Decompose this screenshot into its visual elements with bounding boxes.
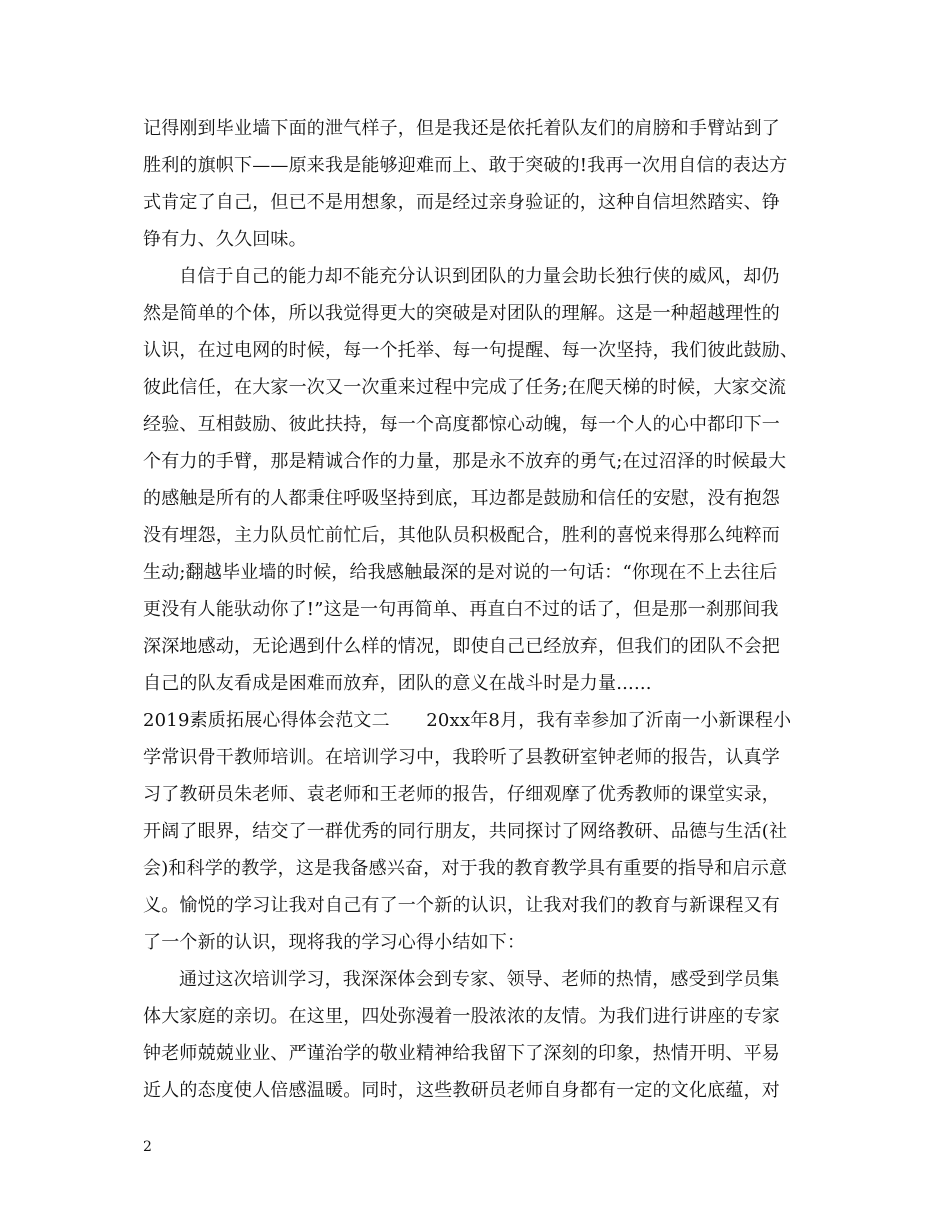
text-line: 的感触是所有的人都秉住呼吸坚持到底，耳边都是鼓励和信任的安慰，没有抱怨 (143, 488, 780, 509)
text-line: 了一个新的认识，现将我的学习心得小结如下： (143, 932, 526, 953)
text-line: 然是简单的个体，所以我觉得更大的突破是对团队的理解。这是一种超越理性的 (143, 303, 780, 324)
text-line: 认识，在过电网的时候，每一个托举、每一句提醒、每一次坚持，我们彼此鼓励、 (143, 340, 799, 361)
text-line: 更没有人能驮动你了!”这是一句再简单、再直白不过的话了，但是那一刹那间我 (143, 599, 779, 620)
text-line: 2019素质拓展心得体会范文二 20xx年8月，我有幸参加了沂南一小新课程小 (143, 710, 792, 731)
text-line: 自信于自己的能力却不能充分认识到团队的力量会助长独行侠的威风，却仍 (179, 266, 780, 287)
text-line: 式肯定了自己，但已不是用想象，而是经过亲身验证的，这种自信坦然踏实、铮 (143, 192, 780, 213)
text-line: 通过这次培训学习，我深深体会到专家、领导、老师的热情，感受到学员集 (179, 969, 780, 990)
text-line: 深深地感动，无论遇到什么样的情况，即使自己已经放弃，但我们的团队不会把 (143, 636, 780, 657)
text-line: 经验、互相鼓励、彼此扶持，每一个高度都惊心动魄，每一个人的心中都印下一 (143, 414, 780, 435)
text-line: 钟老师兢兢业业、严谨治学的敬业精神给我留下了深刻的印象，热情开明、平易 (143, 1043, 780, 1064)
text-line: 习了教研员朱老师、袁老师和王老师的报告，仔细观摩了优秀教师的课堂实录， (143, 784, 780, 805)
text-line: 没有埋怨，主力队员忙前忙后，其他队员积极配合，胜利的喜悦来得那么纯粹而 (143, 525, 780, 546)
text-line: 体大家庭的亲切。在这里，四处弥漫着一股浓浓的友情。为我们进行讲座的专家 (143, 1006, 780, 1027)
text-line: 义。愉悦的学习让我对自己有了一个新的认识，让我对我们的教育与新课程又有 (143, 895, 780, 916)
text-line: 胜利的旗帜下——原来我是能够迎难而上、敢于突破的!我再一次用自信的表达方 (143, 155, 788, 176)
text-line: 自己的队友看成是困难而放弃，团队的意义在战斗时是力量...... (143, 673, 652, 694)
text-line: 彼此信任，在大家一次又一次重来过程中完成了任务;在爬天梯的时候，大家交流 (143, 377, 787, 398)
page-number: 2 (143, 1139, 152, 1155)
text-line: 学常识骨干教师培训。在培训学习中，我聆听了县教研室钟老师的报告，认真学 (143, 747, 780, 768)
text-line: 记得刚到毕业墙下面的泄气样子，但是我还是依托着队友们的肩膀和手臂站到了 (143, 118, 780, 139)
text-line: 生动;翻越毕业墙的时候，给我感触最深的是对说的一句话：“你现在不上去往后 (143, 562, 778, 583)
text-line: 开阔了眼界，结交了一群优秀的同行朋友，共同探讨了网络教研、品德与生活(社 (143, 821, 788, 842)
text-line: 铮有力、久久回味。 (143, 229, 307, 250)
text-line: 个有力的手臂，那是精诚合作的力量，那是永不放弃的勇气;在过沼泽的时候最大 (143, 451, 787, 472)
text-line: 会)和科学的教学，这是我备感兴奋，对于我的教育教学具有重要的指导和启示意 (143, 858, 788, 879)
text-line: 近人的态度使人倍感温暖。同时，这些教研员老师自身都有一定的文化底蕴，对 (143, 1080, 780, 1101)
